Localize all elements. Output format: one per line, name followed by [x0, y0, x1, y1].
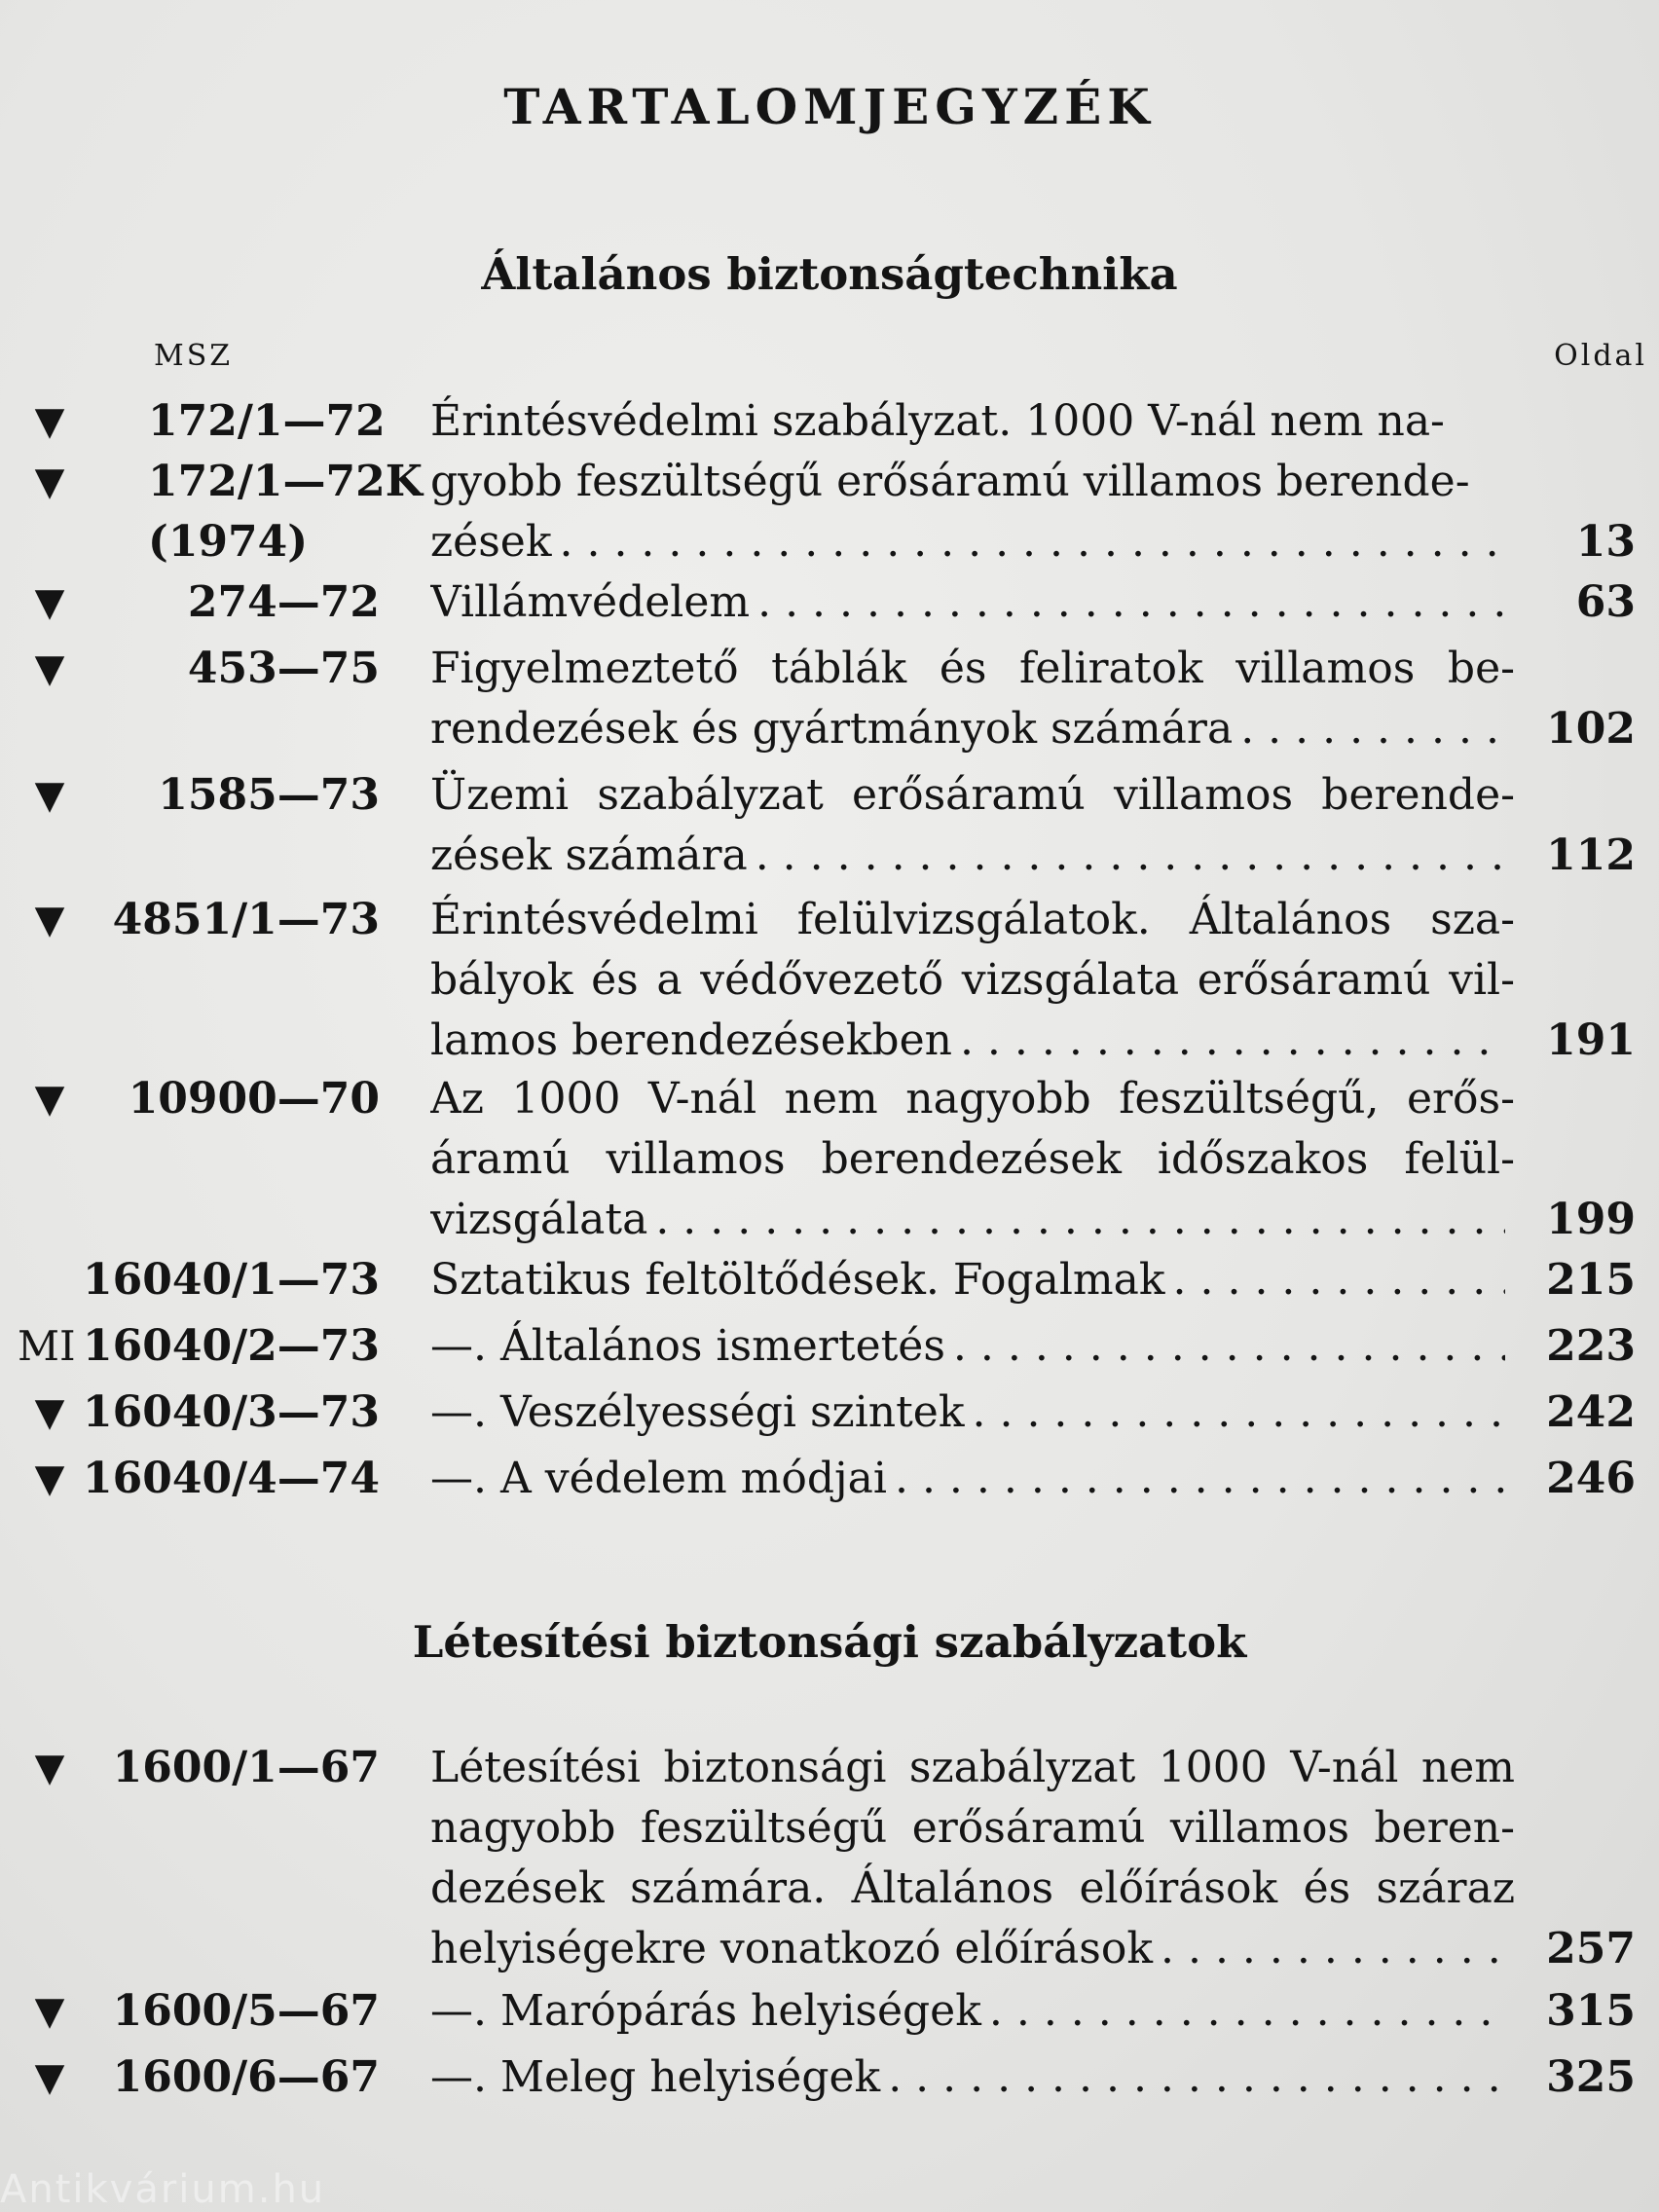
column-header-oldal: Oldal: [1554, 339, 1647, 373]
entry-description: [430, 1382, 1515, 1443]
page-number: 191: [1546, 1015, 1636, 1065]
description-line: Érintésvédelmi felülvizsgálatok. Általános sza-: [430, 895, 1515, 944]
dot-leader: [1240, 699, 1505, 759]
triangle-marker-icon: ▼: [34, 773, 65, 818]
entry-description: [430, 1981, 1515, 2042]
entry-description: [430, 512, 1515, 572]
description-line: áramú villamos berendezések időszakos felül-: [430, 1134, 1515, 1184]
dot-leader: [888, 2047, 1505, 2108]
triangle-marker-icon: ▼: [34, 399, 65, 444]
description-line: nagyobb feszültségű erősáramú villamos beren-: [430, 1803, 1515, 1853]
triangle-marker-icon: ▼: [34, 2055, 65, 2100]
standard-code: 1600/1—67: [112, 1743, 380, 1792]
description-line: zések: [430, 517, 552, 567]
section-heading-altalanos: Általános biztonságtechnika: [481, 248, 1178, 300]
section-heading-letesitesi: Létesítési biztonsági szabályzatok: [412, 1616, 1247, 1668]
description-line: Érintésvédelmi szabályzat. 1000 V-nál nem na-: [430, 396, 1445, 446]
dot-leader: [757, 572, 1505, 633]
description-line: vizsgálata: [430, 1195, 648, 1244]
page-number: 257: [1546, 1924, 1636, 1973]
triangle-marker-icon: ▼: [34, 460, 65, 504]
standard-code: 16040/2—73: [83, 1321, 380, 1371]
entry-description: [430, 765, 1515, 886]
description-line: gyobb feszültségű erősáramú villamos berende-: [430, 457, 1470, 506]
description-line: helyiségekre vonatkozó előírások: [430, 1924, 1154, 1973]
page-number: 112: [1546, 830, 1636, 880]
standard-code: 16040/1—73: [83, 1255, 380, 1305]
entry-description: [430, 1250, 1515, 1310]
standard-code: 16040/3—73: [83, 1387, 380, 1437]
entry-description: [430, 391, 1515, 452]
standard-code: (1974): [148, 517, 309, 567]
entry-description: [430, 1069, 1515, 1250]
dot-leader: [895, 1449, 1505, 1509]
description-line: zések számára: [430, 830, 748, 880]
page-number: 13: [1575, 517, 1636, 567]
page-number: 315: [1546, 1986, 1636, 2036]
triangle-marker-icon: ▼: [34, 580, 65, 625]
triangle-marker-icon: ▼: [34, 1746, 65, 1790]
dot-leader: [1161, 1919, 1505, 1979]
description-line: bályok és a védővezető vizsgálata erősáramú vil-: [430, 955, 1515, 1005]
standard-code: 1585—73: [158, 770, 380, 820]
standard-code: 1600/5—67: [112, 1986, 380, 2036]
dot-leader: [560, 512, 1505, 572]
standard-code: 1600/6—67: [112, 2052, 380, 2102]
description-line: Villámvédelem: [430, 577, 751, 627]
triangle-marker-icon: ▼: [34, 1077, 65, 1122]
page-number: 223: [1546, 1321, 1636, 1371]
dot-leader: [953, 1316, 1505, 1377]
dot-leader: [756, 826, 1505, 886]
dot-leader: [960, 1011, 1505, 1071]
description-line: —. Veszélyességi szintek: [430, 1387, 965, 1437]
dot-leader: [973, 1382, 1506, 1443]
triangle-marker-icon: ▼: [34, 1390, 65, 1435]
page-number: 199: [1546, 1195, 1636, 1244]
triangle-marker-icon: ▼: [34, 898, 65, 942]
dot-leader: [989, 1981, 1505, 2042]
description-line: rendezések és gyártmányok számára: [430, 704, 1234, 754]
description-line: Figyelmeztető táblák és feliratok villamos be-: [430, 644, 1515, 693]
standard-code: 453—75: [187, 644, 380, 693]
entry-description: [430, 1738, 1515, 1979]
page-title: TARTALOMJEGYZÉK: [503, 78, 1156, 135]
description-line: —. Meleg helyiségek: [430, 2052, 881, 2102]
description-line: —. A védelem módjai: [430, 1454, 887, 1503]
description-line: lamos berendezésekben: [430, 1015, 952, 1065]
page-number: 63: [1575, 577, 1636, 627]
entry-description: [430, 1316, 1515, 1377]
entry-description: [430, 2047, 1515, 2108]
page-number: 325: [1546, 2052, 1636, 2102]
standard-code: 10900—70: [128, 1074, 380, 1124]
entry-description: [430, 452, 1515, 512]
standard-code: 4851/1—73: [112, 895, 380, 944]
entry-description: [430, 890, 1515, 1071]
standard-code: 16040/4—74: [83, 1454, 380, 1503]
footer-watermark: Antikvárium.hu: [0, 2167, 326, 2212]
standard-code: 172/1—72K: [148, 457, 424, 506]
description-line: Sztatikus feltöltődések. Fogalmak: [430, 1255, 1165, 1305]
description-line: Üzemi szabályzat erősáramú villamos berende-: [430, 770, 1515, 820]
standard-code: 274—72: [187, 577, 380, 627]
mi-marker: MI: [18, 1322, 76, 1370]
triangle-marker-icon: ▼: [34, 646, 65, 691]
standard-code: 172/1—72: [148, 396, 386, 446]
page-number: 242: [1546, 1387, 1636, 1437]
description-line: Létesítési biztonsági szabályzat 1000 V-nál nem: [430, 1743, 1515, 1792]
entry-description: [430, 639, 1515, 759]
triangle-marker-icon: ▼: [34, 1456, 65, 1501]
page-number: 246: [1546, 1454, 1636, 1503]
description-line: —. Marópárás helyiségek: [430, 1986, 981, 2036]
triangle-marker-icon: ▼: [34, 1989, 65, 2034]
description-line: dezések számára. Általános előírások és száraz: [430, 1863, 1515, 1913]
page-number: 215: [1546, 1255, 1636, 1305]
entry-description: [430, 1449, 1515, 1509]
entry-description: [430, 572, 1515, 633]
description-line: Az 1000 V-nál nem nagyobb feszültségű, erős-: [430, 1074, 1515, 1124]
description-line: —. Általános ismertetés: [430, 1321, 945, 1371]
dot-leader: [1173, 1250, 1505, 1310]
page-number: 102: [1546, 704, 1636, 754]
column-header-msz: MSZ: [154, 339, 234, 373]
dot-leader: [655, 1190, 1505, 1250]
